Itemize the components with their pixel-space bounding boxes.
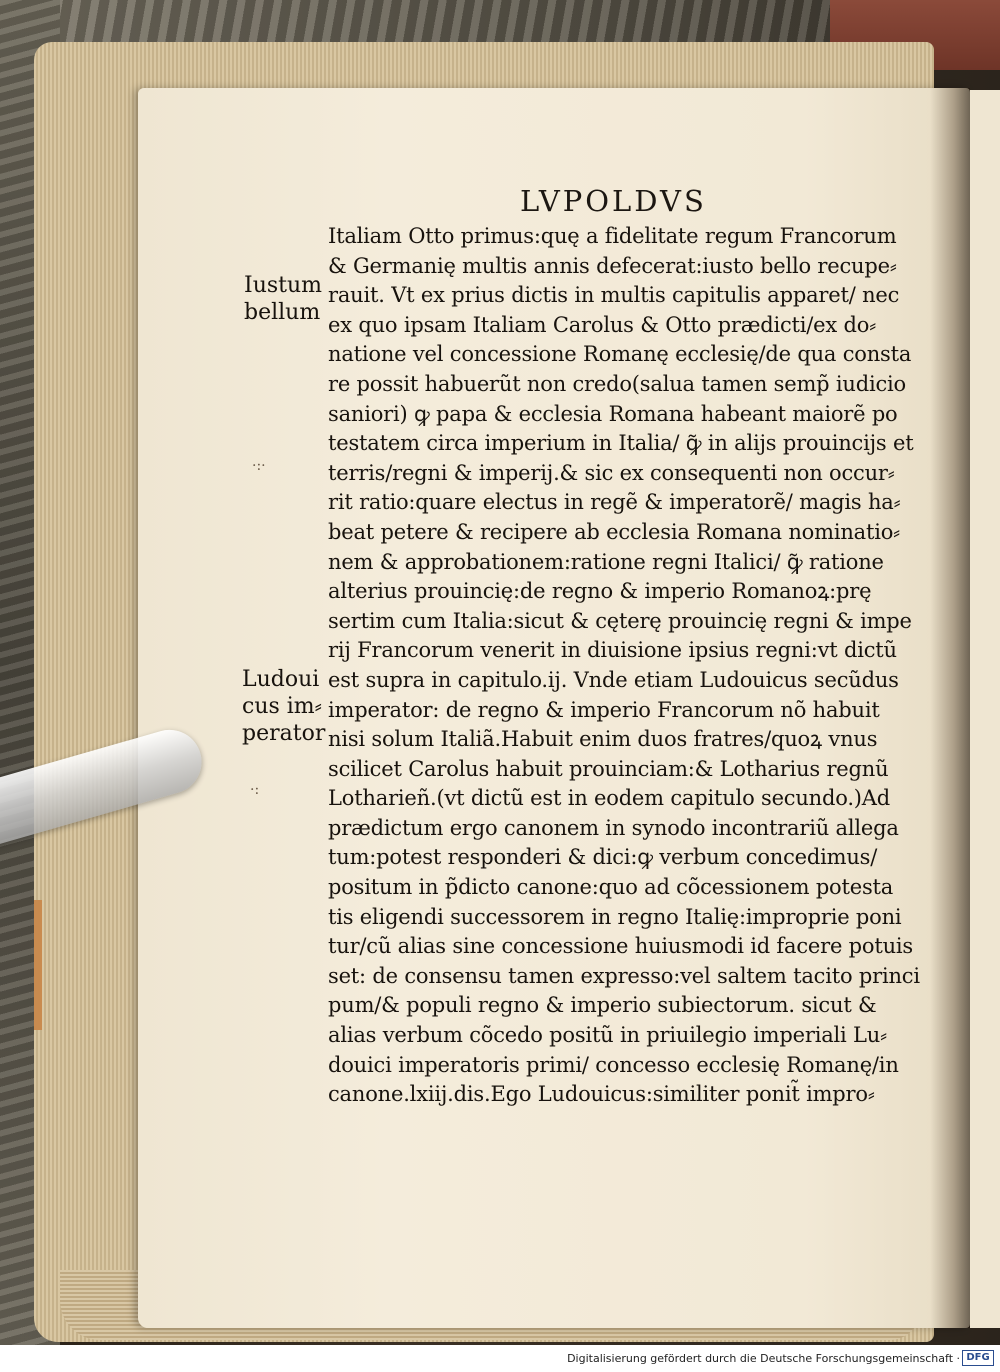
text-line: scilicet Carolus habuit prouinciam:& Lotharius regnũ: [328, 756, 889, 781]
text-line: rij Francorum venerit in diuisione ipsius regni:vt dictũ: [328, 638, 897, 663]
text-line: nem & approbationem:ratione regni Italici/ ꝙ̃ ratione: [328, 549, 884, 574]
running-title: LVPOLDVS: [520, 184, 707, 218]
text-line: re possit habuerũt non credo(salua tamen semp̃ iudicio: [328, 371, 906, 396]
text-line: & Germanię multis annis defecerat:iusto bello recupe⸗: [328, 253, 897, 278]
text-line: testatem circa imperium in Italia/ ꝙ̃ in alijs prouincijs et: [328, 431, 914, 456]
marginal-note-line: bellum: [244, 300, 321, 325]
ink-speck: ·:·: [252, 458, 266, 474]
text-line: alterius prouincię:de regno & imperio Romanoꝝ:prę: [328, 579, 872, 604]
text-line: imperator: de regno & imperio Francorum nõ habuit: [328, 697, 880, 722]
text-line: douici imperatoris primi/ concesso ecclesię Romanę/in: [328, 1052, 899, 1077]
marginal-note-line: perator: [242, 721, 326, 746]
ink-speck: ·:: [250, 782, 260, 798]
text-line: terris/regni & imperij.& sic ex consequenti non occur⸗: [328, 460, 895, 485]
text-line: canone.lxiij.dis.Ego Ludouicus:similiter ponit̃ impro⸗: [328, 1082, 875, 1107]
text-line: tum:potest responderi & dici:ꝙ verbum concedimus/: [328, 845, 878, 870]
text-line: tis eligendi successorem in regno Italię:improprie poni: [328, 904, 902, 929]
text-line: alias verbum cõcedo positũ in priuilegio imperiali Lu⸗: [328, 1023, 887, 1048]
text-line: Italiam Otto primus:quę a fidelitate regum Francorum: [328, 224, 897, 248]
text-line: nisi solum Italiã.Habuit enim duos fratres/quoꝝ vnus: [328, 727, 878, 752]
text-line: est supra in capitulo.ij. Vnde etiam Ludouicus secũdus: [328, 667, 899, 692]
text-line: tur/cũ alias sine concessione huiusmodi id facere potuis: [328, 934, 914, 959]
text-line: saniori) ꝙ papa & ecclesia Romana habeant maiorẽ po: [328, 401, 898, 426]
text-line: set: de consensu tamen expresso:vel saltem tacito princi: [328, 963, 920, 988]
marginal-note-line: Iustum: [244, 273, 323, 298]
text-line: natione vel concessione Romanę ecclesię/de qua consta: [328, 342, 912, 367]
main-text-block: [328, 222, 920, 1110]
text-line: rauit. Vt ex prius dictis in multis capitulis apparet/ nec: [328, 283, 900, 308]
text-line: prædictum ergo canonem in synodo incontrariũ allega: [328, 815, 899, 840]
text-line: Lotharieñ.(vt dictũ est in eodem capitulo secundo.)Ad: [328, 786, 890, 811]
text-line: positum in p̃dicto canone:quo ad cõcessionem potesta: [328, 875, 894, 900]
marginal-note-line: cus im⸗: [242, 694, 322, 719]
facing-page-edge: [970, 90, 1000, 1328]
text-line: sertim cum Italia:sicut & cęterę prouincię regni & impe: [328, 608, 912, 633]
text-line: pum/& populi regno & imperio subiectorum. sicut &: [328, 993, 877, 1018]
text-line: rit ratio:quare electus in regẽ & imperatorẽ/ magis ha⸗: [328, 490, 901, 515]
bookmark-edge: [34, 900, 42, 1030]
funding-credit: Digitalisierung gefördert durch die Deutsche Forschungsgemeinschaft ·: [567, 1352, 960, 1365]
text-line: ex quo ipsam Italiam Carolus & Otto prædicti/ex do⸗: [328, 312, 877, 337]
page-gutter: [930, 88, 970, 1328]
dfg-logo: DFG: [962, 1350, 994, 1366]
text-line: beat petere & recipere ab ecclesia Romana nominatio⸗: [328, 519, 900, 544]
marginal-note-line: Ludoui: [242, 667, 320, 692]
marginal-note-2: [242, 666, 325, 747]
marginal-note-1: [244, 272, 322, 326]
